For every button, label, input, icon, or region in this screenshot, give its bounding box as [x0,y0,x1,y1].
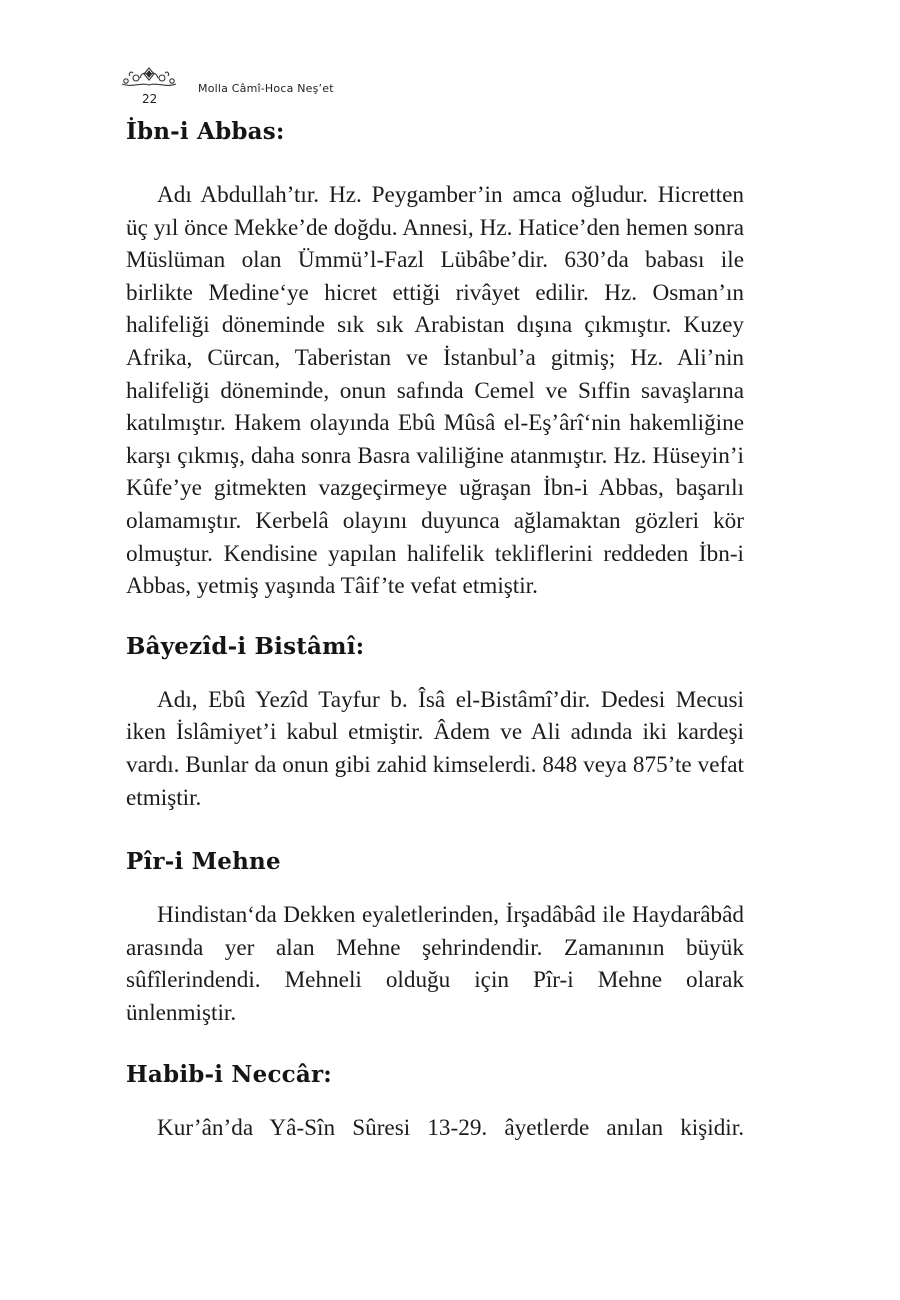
section-paragraph: Adı, Ebû Yezîd Tayfur b. Îsâ el-Bistâmî’dir. Dedesi Mecusi iken İslâmiyet’i kabul etmiştir. Âdem ve Ali adında iki kardeşi vardı. Bunlar da onun gibi zahid kimselerdi. 848 veya 875’te vefat etmiştir. [126,686,744,811]
floral-ornament-icon [118,64,180,92]
section-heading: Habib-i Neccâr: [126,1061,333,1089]
section-paragraph: Adı Abdullah’tır. Hz. Peygamber’in amca oğludur. Hicretten üç yıl önce Mekke’de doğdu. Annesi, Hz. Hatice’den hemen sonra Müslüman olan Ümmü’l-Fazl Lübâbe’dir. 630’da babası ile birlikte Medine‘ye hicret ettiği rivâyet edilir. Hz. Osman’ın halifeliği döneminde sık sık Arabistan dışına çıkmıştır. Kuzey Afrika, Cürcan, Taberistan ve İstanbul’a gitmiş; Hz. Ali’nin halifeliği döneminde, onun safında Cemel ve Sıffin savaşlarına katılmıştır. Hakem olayında Ebû Mûsâ el-Eş’ârî‘nin hakemliğine karşı çıkmış, daha sonra Basra valiliğine atanmıştır. Hz. Hüseyin’i Kûfe’ye gitmekten vazgeçirmeye uğraşan İbn-i Abbas, başarılı olamamıştır. Kerbelâ olayını duyunca ağlamaktan gözleri kör olmuştur. Kendisine yapılan halifelik tekliflerini reddeden İbn-i Abbas, yetmiş yaşında Tâif’te vefat etmiştir. [126,182,744,600]
section-heading: Pîr-i Mehne [126,848,281,876]
section-heading: İbn-i Abbas: [126,118,285,145]
section-heading: Bâyezîd-i Bistâmî: [126,632,365,660]
page-body [126,118,744,1145]
section-paragraph: Hindistan‘da Dekken eyaletlerinden, İrşadâbâd ile Haydarâbâd arasında yer alan Mehne şehrindendir. Zamanının büyük sûfîlerindendi. Mehneli olduğu için Pîr-i Mehne olarak ünlenmiştir. [126,902,744,1026]
section-paragraph: Kur’ân’da Yâ-Sîn Sûresi 13-29. âyetlerde anılan kişidir. [157,1115,744,1142]
page-number: 22 [142,92,158,106]
running-title: Molla Câmî-Hoca Neş’et [198,82,334,95]
